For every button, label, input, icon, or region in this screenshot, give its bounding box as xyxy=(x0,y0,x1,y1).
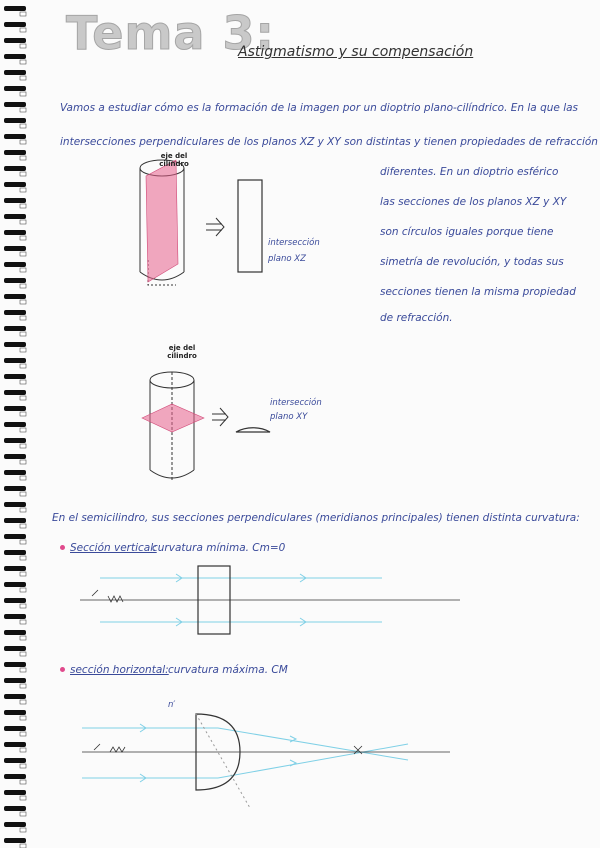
page-title: Tema 3: xyxy=(66,6,275,60)
plane-xy xyxy=(142,404,204,432)
arrow-2 xyxy=(212,408,228,426)
side-line-1: diferentes. En un dioptrio esférico xyxy=(380,166,559,178)
semicylinder-intro: En el semicilindro, sus secciones perpendiculares (meridianos principales) tienen distinta curvatura: xyxy=(52,512,580,524)
bullet-vertical xyxy=(60,545,65,550)
side-line-4: simetría de revolución, y todas sus xyxy=(380,256,564,268)
plane-xz xyxy=(146,160,178,282)
horizontal-section-text: curvatura máxima. CM xyxy=(168,664,288,676)
intersection-semicircle xyxy=(236,428,270,432)
vertical-section-diagram xyxy=(80,566,460,634)
vertical-section-label: Sección vertical: xyxy=(70,542,157,554)
refractive-index-label: n′ xyxy=(168,700,176,710)
intro-line-1: Vamos a estudiar cómo es la formación de la imagen por un dioptrio plano-cilíndrico. En la que las xyxy=(60,102,579,114)
intro-line-2: intersecciones perpendiculares de los planos XZ y XY son distintas y tienen propiedades de refracción xyxy=(60,136,598,148)
page-subtitle: Astigmatismo y su compensación xyxy=(238,44,474,60)
intersection-xy-label-2: plano XY xyxy=(270,412,308,422)
horizontal-section-diagram xyxy=(82,714,450,808)
vertical-section-text: curvatura mínima. Cm=0 xyxy=(152,542,286,554)
horizontal-section-label: sección horizontal: xyxy=(70,664,169,676)
side-line-2: las secciones de los planos XZ y XY xyxy=(380,196,567,208)
side-line-3: son círculos iguales porque tiene xyxy=(380,226,554,238)
intersection-xy-label-1: intersección xyxy=(270,398,322,408)
intersection-rect xyxy=(238,180,262,272)
side-line-5: secciones tienen la misma propiedad xyxy=(380,286,576,298)
intersection-xz-label-1: intersección xyxy=(268,238,320,248)
axis-label-1: eje del cilindro xyxy=(159,152,189,168)
axis-label-2: eje del cilindro xyxy=(167,344,197,360)
side-line-6: de refracción. xyxy=(380,312,453,324)
intersection-xz-label-2: plano XZ xyxy=(268,254,306,264)
bullet-horizontal xyxy=(60,667,65,672)
arrow-1 xyxy=(206,218,224,236)
